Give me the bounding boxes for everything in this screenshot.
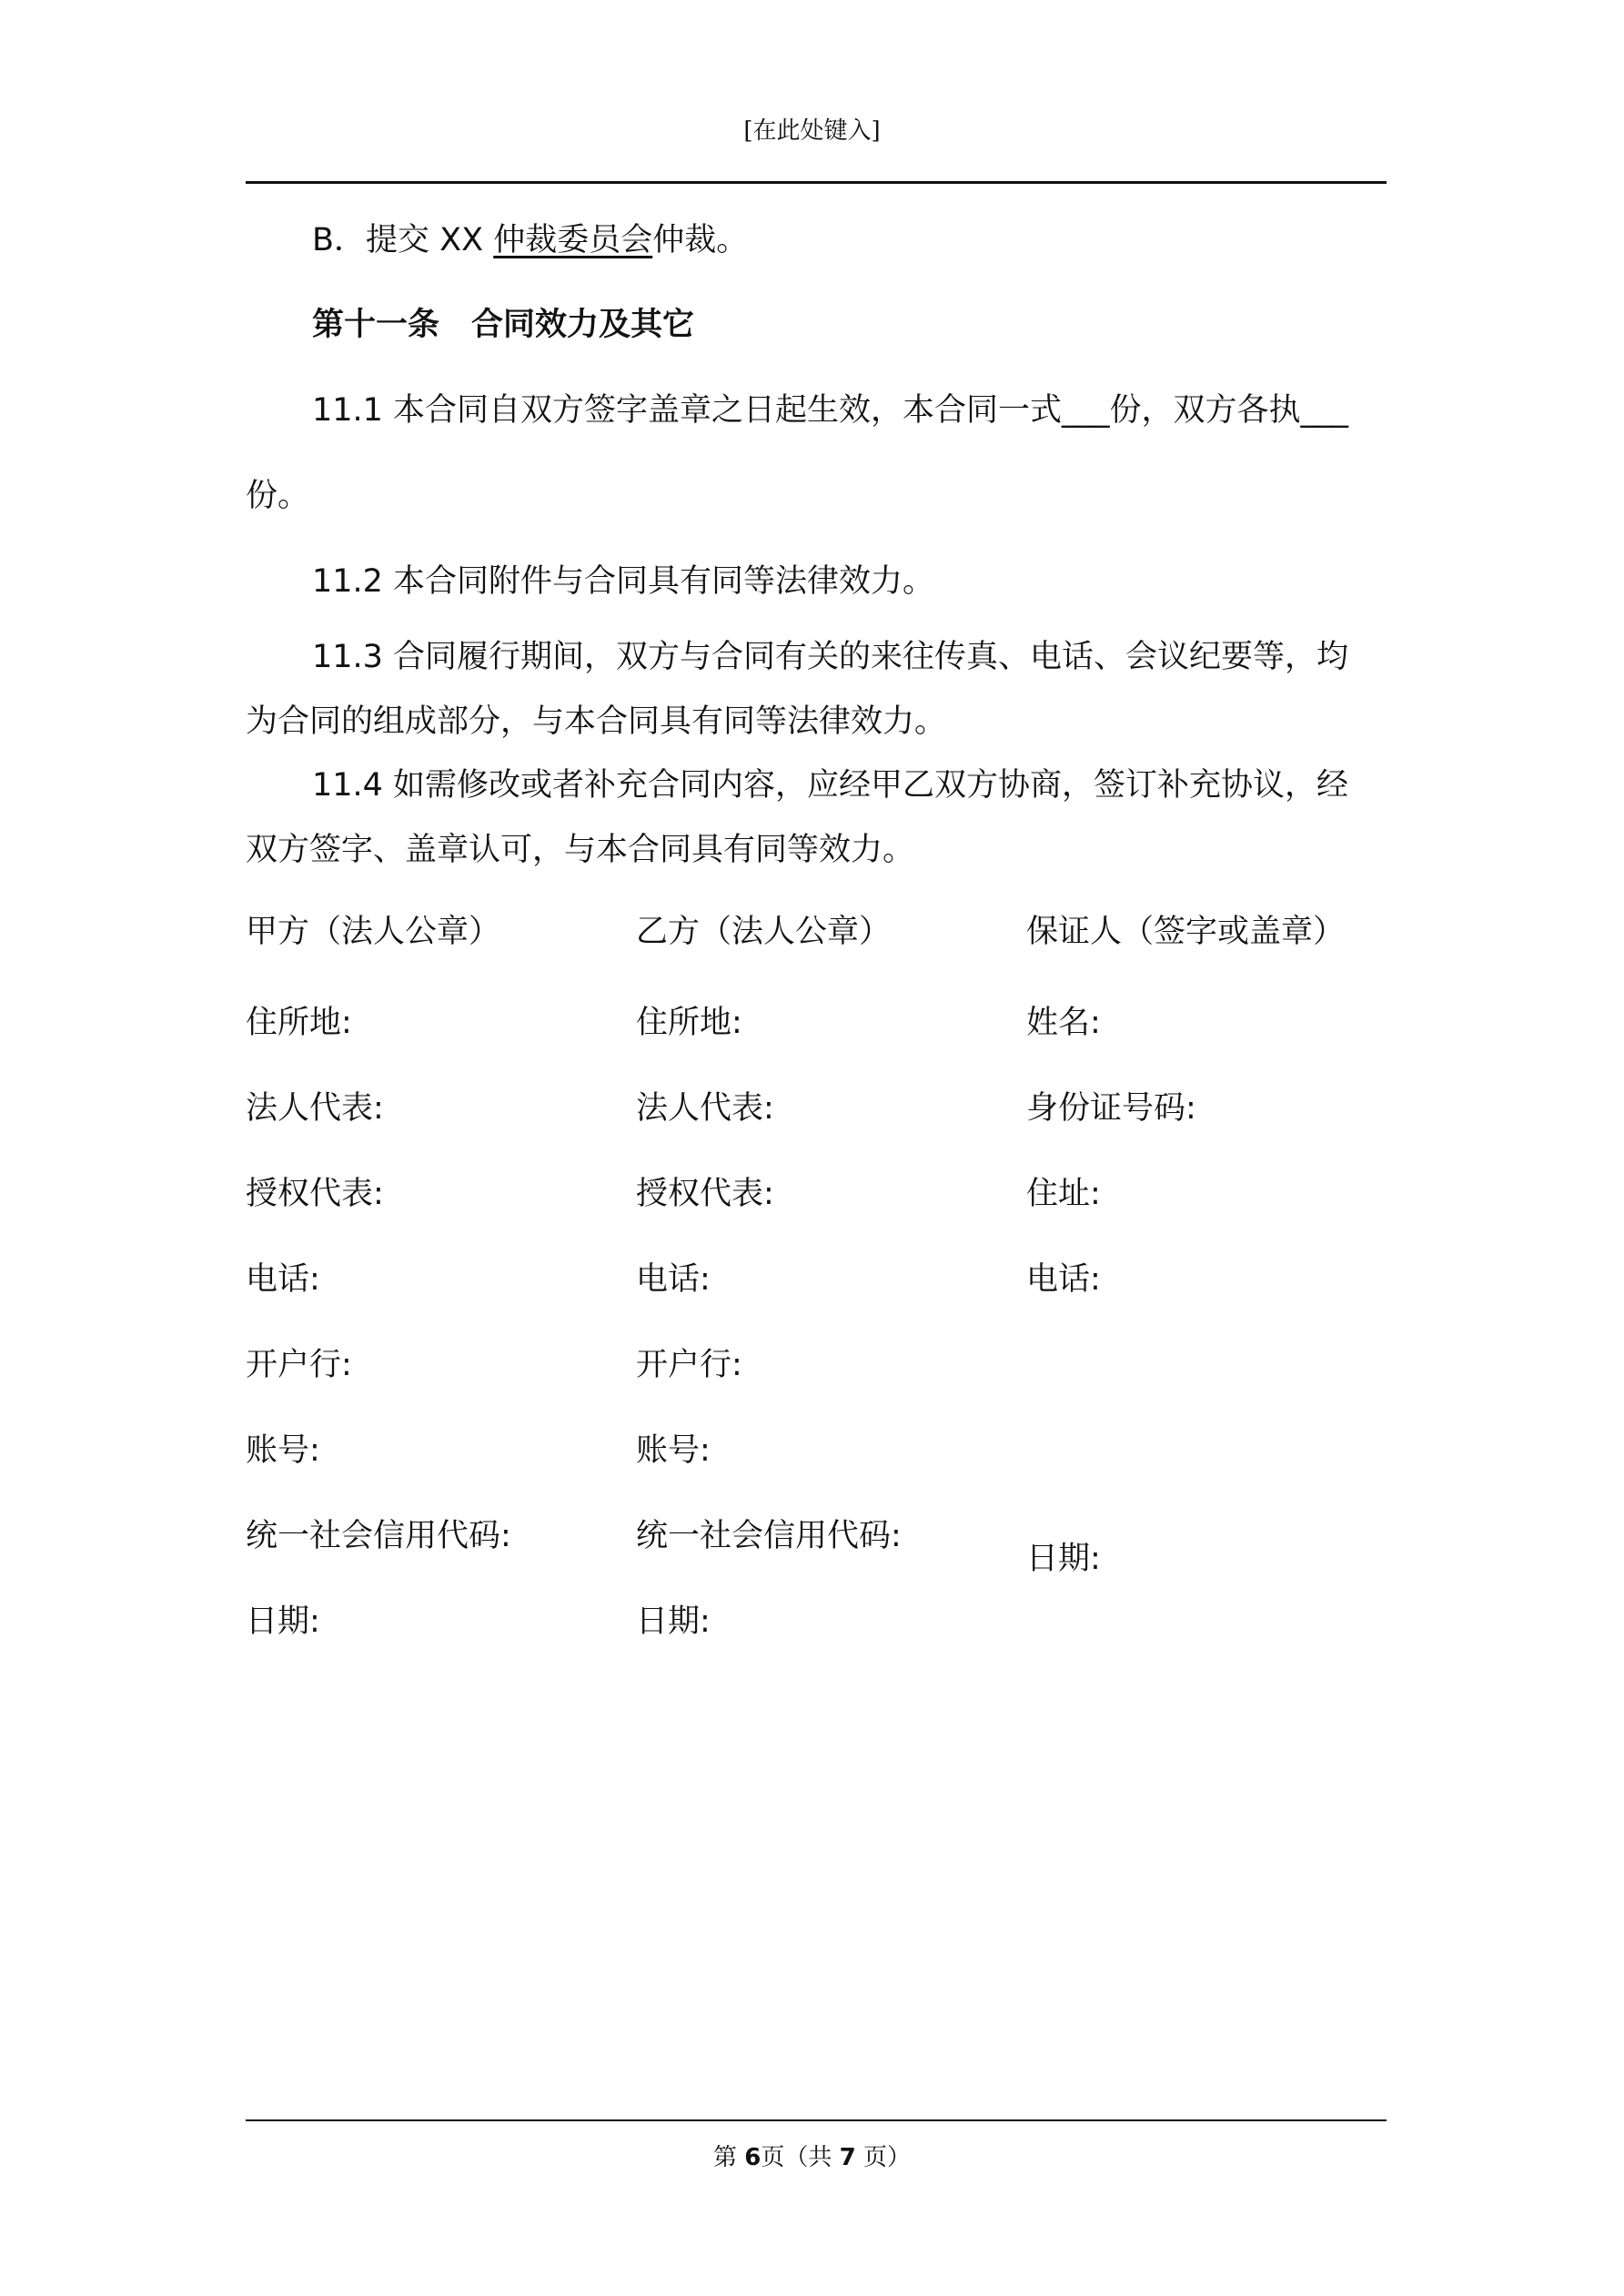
party-a-bank: 开户行: xyxy=(246,1347,352,1383)
guarantor-name: 姓名: xyxy=(1026,1005,1101,1041)
footer-total-pages: 7 xyxy=(839,2144,856,2171)
guarantor-date: 日期: xyxy=(1026,1541,1101,1577)
guarantor-address: 住址: xyxy=(1026,1176,1101,1212)
article-11-title: 第十一条 合同效力及其它 xyxy=(312,307,695,343)
party-a-legal-rep: 法人代表: xyxy=(246,1090,384,1127)
footer-middle: 页（共 xyxy=(761,2144,840,2171)
party-b-authorized-rep: 授权代表: xyxy=(636,1176,774,1212)
clause-11-3-line1: 11.3 合同履行期间，双方与合同有关的来往传真、电话、会议纪要等，均 xyxy=(312,639,1349,675)
clause-b xyxy=(312,219,1468,261)
clause-b-suffix: 仲裁。 xyxy=(652,222,749,258)
clause-11-3-line2: 为合同的组成部分，与本合同具有同等法律效力。 xyxy=(246,703,947,740)
page-header: [在此处键入] xyxy=(743,117,881,145)
clause-11-4-line1: 11.4 如需修改或者补充合同内容，应经甲乙双方协商，签订补充协议，经 xyxy=(312,767,1349,804)
party-a-credit-code: 统一社会信用代码: xyxy=(246,1518,511,1554)
party-a-phone: 电话: xyxy=(246,1261,320,1298)
party-b-address: 住所地: xyxy=(636,1005,742,1041)
party-a-date: 日期: xyxy=(246,1603,320,1640)
arbitration-commission: 仲裁委员会 xyxy=(493,222,653,258)
footer-page-number: 6 xyxy=(744,2144,762,2171)
header-divider xyxy=(246,181,1387,184)
clause-11-1-line2: 份。 xyxy=(246,478,310,514)
party-b-bank: 开户行: xyxy=(636,1347,742,1383)
footer-prefix: 第 xyxy=(713,2144,745,2171)
clause-11-4-line2: 双方签字、盖章认可，与本合同具有同等效力。 xyxy=(246,832,915,868)
party-a-account: 账号: xyxy=(246,1432,320,1469)
footer-suffix: 页） xyxy=(855,2144,911,2171)
party-b-legal-rep: 法人代表: xyxy=(636,1090,774,1127)
clause-b-prefix: B．提交 XX xyxy=(312,222,494,258)
footer-divider xyxy=(246,2119,1387,2121)
clause-11-2: 11.2 本合同附件与合同具有同等法律效力。 xyxy=(312,563,935,600)
party-b-phone: 电话: xyxy=(636,1261,711,1298)
party-a-authorized-rep: 授权代表: xyxy=(246,1176,384,1212)
party-b-title: 乙方（法人公章） xyxy=(636,914,892,950)
guarantor-id-number: 身份证号码: xyxy=(1026,1090,1196,1127)
party-a-address: 住所地: xyxy=(246,1005,352,1041)
party-b-account: 账号: xyxy=(636,1432,711,1469)
guarantor-title: 保证人（签字或盖章） xyxy=(1026,914,1346,950)
clause-11-1-line1: 11.1 本合同自双方签字盖章之日起生效，本合同一式___份，双方各执___ xyxy=(312,392,1349,429)
party-b-credit-code: 统一社会信用代码: xyxy=(636,1518,902,1554)
page-footer xyxy=(0,2142,1624,2173)
guarantor-phone: 电话: xyxy=(1026,1261,1101,1298)
party-a-title: 甲方（法人公章） xyxy=(246,914,501,950)
party-b-date: 日期: xyxy=(636,1603,711,1640)
